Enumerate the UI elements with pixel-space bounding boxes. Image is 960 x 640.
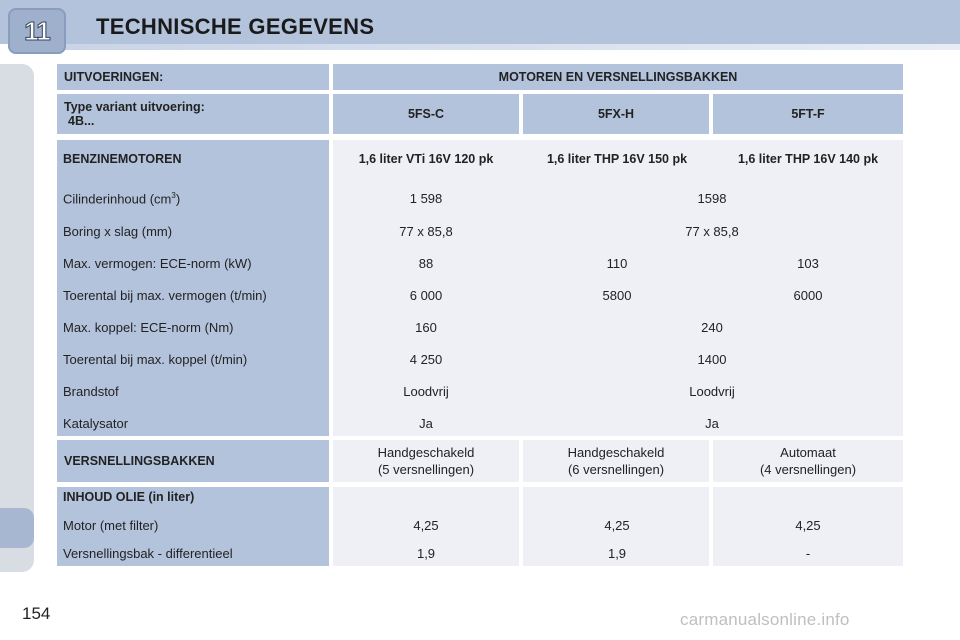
max-torque-v23: 240	[701, 320, 723, 335]
gearbox-oil-v1: 1,9	[416, 546, 436, 561]
side-tab	[0, 508, 34, 548]
engines-header: MOTOREN EN VERSNELLINGSBAKKEN	[333, 64, 903, 90]
max-power-v3: 103	[797, 256, 819, 271]
engine-oil-v1: 4,25	[413, 518, 439, 533]
variant-2: 5FX-H	[523, 94, 709, 134]
row-label-catalyst: Katalysator	[63, 416, 129, 431]
row-label-engine-oil: Motor (met filter)	[63, 518, 159, 533]
fuel-v1: Loodvrij	[403, 384, 449, 399]
watermark: carmanualsonline.info	[680, 610, 850, 629]
variant-1: 5FS-C	[333, 94, 519, 134]
engine-3: 1,6 liter THP 16V 140 pk	[737, 152, 879, 166]
type-variant-label	[57, 94, 329, 134]
gearbox-v3: Automaat (4 versnellingen)	[713, 440, 903, 482]
versions-header: UITVOERINGEN:	[57, 64, 329, 90]
variant-3: 5FT-F	[713, 94, 903, 134]
gearbox-oil-v3: -	[805, 546, 811, 561]
row-label-power-rpm: Toerental bij max. vermogen (t/min)	[63, 288, 267, 303]
page-number: 154	[22, 604, 51, 623]
power-rpm-v1: 6 000	[409, 288, 443, 303]
power-rpm-v2: 5800	[602, 288, 632, 303]
row-label-fuel: Brandstof	[63, 384, 119, 399]
engine-1: 1,6 liter VTi 16V 120 pk	[358, 152, 494, 166]
bore-stroke-v1: 77 x 85,8	[399, 224, 453, 239]
row-label-bore-stroke: Boring x slag (mm)	[63, 224, 173, 239]
chapter-number: 11	[24, 15, 50, 46]
gearbox-v1: Handgeschakeld (5 versnellingen)	[333, 440, 519, 482]
engine-oil-v3: 4,25	[795, 518, 821, 533]
gearbox-oil-v2: 1,9	[607, 546, 627, 561]
row-label-max-power: Max. vermogen: ECE-norm (kW)	[63, 256, 252, 271]
type-variant-line1: Type variant uitvoering:	[64, 100, 205, 114]
engine-2: 1,6 liter THP 16V 150 pk	[546, 152, 688, 166]
engine-oil-v2: 4,25	[604, 518, 630, 533]
page-title: TECHNISCHE GEGEVENS	[96, 14, 375, 39]
displacement-v23: 1598	[697, 191, 727, 206]
max-power-v1: 88	[418, 256, 434, 271]
power-rpm-v3: 6000	[793, 288, 823, 303]
chapter-badge	[8, 8, 66, 54]
header-strip	[64, 44, 960, 50]
catalyst-v23: Ja	[705, 416, 719, 431]
petrol-heading: BENZINEMOTOREN	[63, 152, 182, 166]
gearbox-v2: Handgeschakeld (6 versnellingen)	[523, 440, 709, 482]
type-variant-line2: 4B...	[68, 114, 95, 128]
max-power-v2: 110	[606, 256, 628, 271]
catalyst-v1: Ja	[419, 416, 433, 431]
torque-rpm-v1: 4 250	[409, 352, 443, 367]
row-label-max-torque: Max. koppel: ECE-norm (Nm)	[63, 320, 234, 335]
row-label-displacement: Cilinderinhoud $(cm^3)$	[63, 191, 181, 207]
oil-heading: INHOUD OLIE (in liter)	[63, 490, 195, 504]
fuel-v23: Loodvrij	[689, 384, 735, 399]
torque-rpm-v23: 1400	[697, 352, 727, 367]
side-bar	[0, 64, 34, 572]
row-label-gearbox-oil: Versnellingsbak - differentieel	[63, 546, 233, 561]
gearbox-heading: VERSNELLINGSBAKKEN	[57, 440, 329, 482]
row-label-torque-rpm: Toerental bij max. koppel (t/min)	[63, 352, 248, 367]
bore-stroke-v23: 77 x 85,8	[685, 224, 739, 239]
max-torque-v1: 160	[415, 320, 437, 335]
displacement-v1: 1 598	[409, 191, 443, 206]
